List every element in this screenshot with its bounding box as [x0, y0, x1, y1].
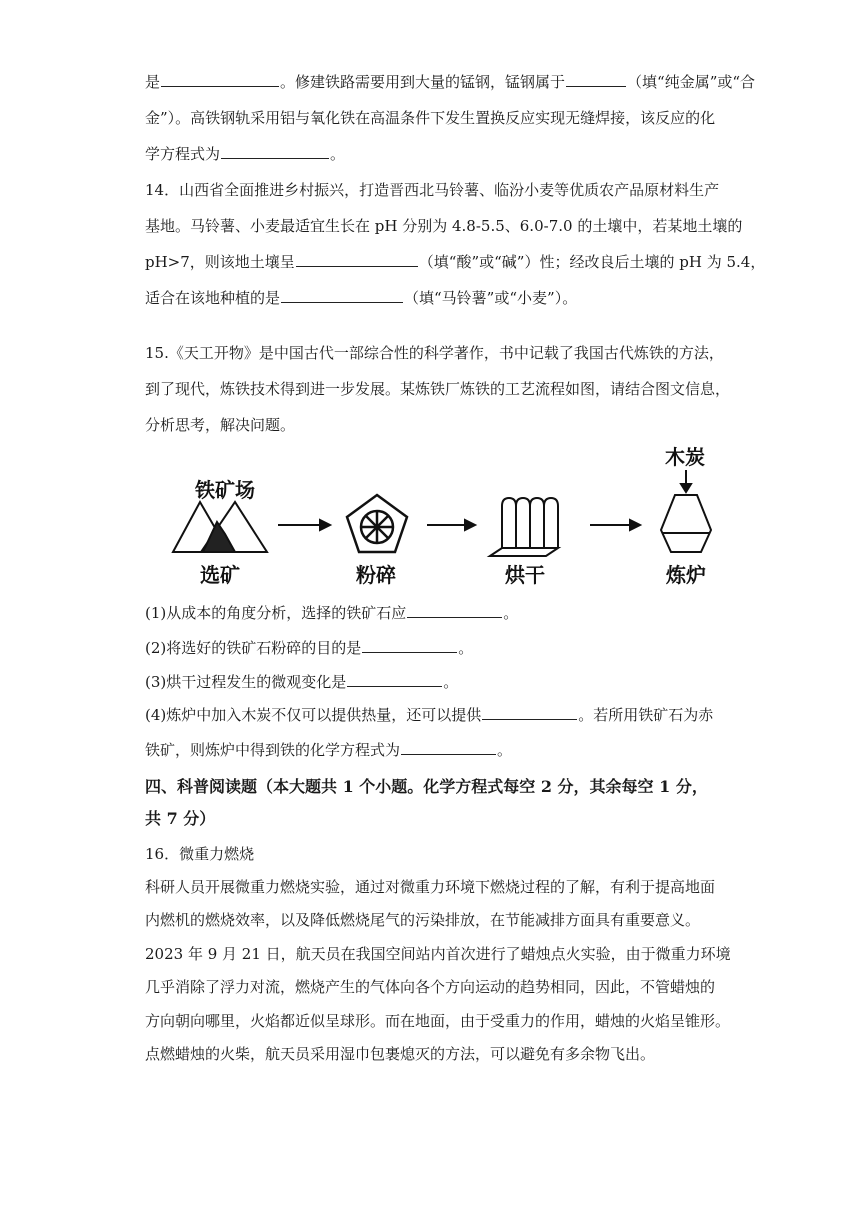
iron-process-diagram — [145, 440, 735, 590]
q16-paragraph-line: 方向朝向哪里，火焰都近似呈球形。而在地面，由于受重力的作用，蜡烛的火焰呈锥形。 — [145, 1012, 731, 1030]
section-heading: 四、科普阅读题（本大题共 1 个小题。化学方程式每空 2 分，其余每空 1 分， — [145, 777, 708, 796]
furnace-icon — [681, 470, 691, 492]
answer-blank[interactable] — [566, 72, 626, 87]
q15-line-2: 到了现代，炼铁技术得到进一步发展。某炼铁厂炼铁的工艺流程如图，请结合图文信息， — [145, 380, 731, 398]
furnace-body — [661, 495, 711, 552]
charcoal-label: 木炭 — [665, 445, 705, 469]
answer-blank[interactable] — [482, 705, 577, 720]
q16-paragraph-line: 点燃蜡烛的火柴，航天员采用湿巾包裹熄灭的方法，可以避免有多余物飞出。 — [145, 1045, 656, 1063]
mine-label: 铁矿场 — [195, 478, 255, 502]
q15-sub-4: (4)炼炉中加入木炭不仅可以提供热量，还可以提供 。若所用铁矿石为赤 — [145, 706, 714, 724]
q13-line-3: 学方程式为 。 — [145, 145, 346, 163]
q15-sub-5: 铁矿，则炼炉中得到铁的化学方程式为 。 — [145, 741, 513, 759]
answer-blank[interactable] — [347, 672, 442, 687]
q15-sub-2: (2)将选好的铁矿石粉碎的目的是 。 — [145, 639, 474, 657]
q16-title: 16．微重力燃烧 — [145, 845, 255, 863]
arrow-icon — [278, 520, 330, 530]
answer-blank[interactable] — [221, 144, 329, 159]
q16-paragraph-line: 内燃机的燃烧效率，以及降低燃烧尾气的污染排放，在节能减排方面具有重要意义。 — [145, 911, 701, 929]
step-label-select: 选矿 — [200, 563, 240, 587]
answer-blank[interactable] — [407, 603, 502, 618]
arrow-icon — [427, 520, 475, 530]
arrow-icon — [590, 520, 640, 530]
answer-blank[interactable] — [362, 638, 457, 653]
crusher-icon — [347, 495, 407, 552]
q14-line-4: 适合在该地种植的是 （填“马铃薯”或“小麦”）。 — [145, 289, 578, 307]
step-label-furnace: 炼炉 — [666, 563, 706, 587]
q13-line-1: 是 。修建铁路需要用到大量的锰钢，锰钢属于 （填“纯金属”或“合 — [145, 73, 756, 91]
q14-line-3: pH>7，则该地土壤呈 （填“酸”或“碱”）性；经改良后土壤的 pH 为 5.4， — [145, 253, 766, 271]
answer-blank[interactable] — [281, 288, 403, 303]
answer-blank[interactable] — [296, 252, 418, 267]
q15-sub-3: (3)烘干过程发生的微观变化是 。 — [145, 673, 459, 691]
q16-paragraph-line: 2023 年 9 月 21 日，航天员在我国空间站内首次进行了蜡烛点火实验，由于微重力环境 — [145, 945, 731, 963]
mountain-icon — [173, 502, 267, 552]
q14-line-2: 基地。马铃薯、小麦最适宜生长在 pH 分别为 4.8-5.5、6.0-7.0 的土壤中，若某地土壤的 — [145, 217, 743, 235]
q15-line-3: 分析思考，解决问题。 — [145, 416, 296, 434]
answer-blank[interactable] — [161, 72, 279, 87]
step-label-crush: 粉碎 — [356, 563, 396, 587]
q16-paragraph-line: 几乎消除了浮力对流，燃烧产生的气体向各个方向运动的趋势相同，因此，不管蜡烛的 — [145, 978, 716, 996]
answer-blank[interactable] — [401, 740, 496, 755]
q14-line-1: 14．山西省全面推进乡村振兴，打造晋西北马铃薯、临汾小麦等优质农产品原材料生产 — [145, 181, 720, 199]
q15-sub-1: (1)从成本的角度分析，选择的铁矿石应 。 — [145, 604, 519, 622]
q13-line-2: 金”）。高铁钢轨采用铝与氧化铁在高温条件下发生置换反应实现无缝焊接，该反应的化 — [145, 109, 716, 127]
step-label-dry: 烘干 — [505, 563, 545, 587]
q15-line-1: 15.《天工开物》是中国古代一部综合性的科学著作，书中记载了我国古代炼铁的方法， — [145, 344, 724, 362]
dryer-icon — [490, 498, 558, 556]
section-heading-cont: 共 7 分） — [145, 809, 216, 828]
q16-paragraph-line: 科研人员开展微重力燃烧实验，通过对微重力环境下燃烧过程的了解，有利于提高地面 — [145, 878, 716, 896]
